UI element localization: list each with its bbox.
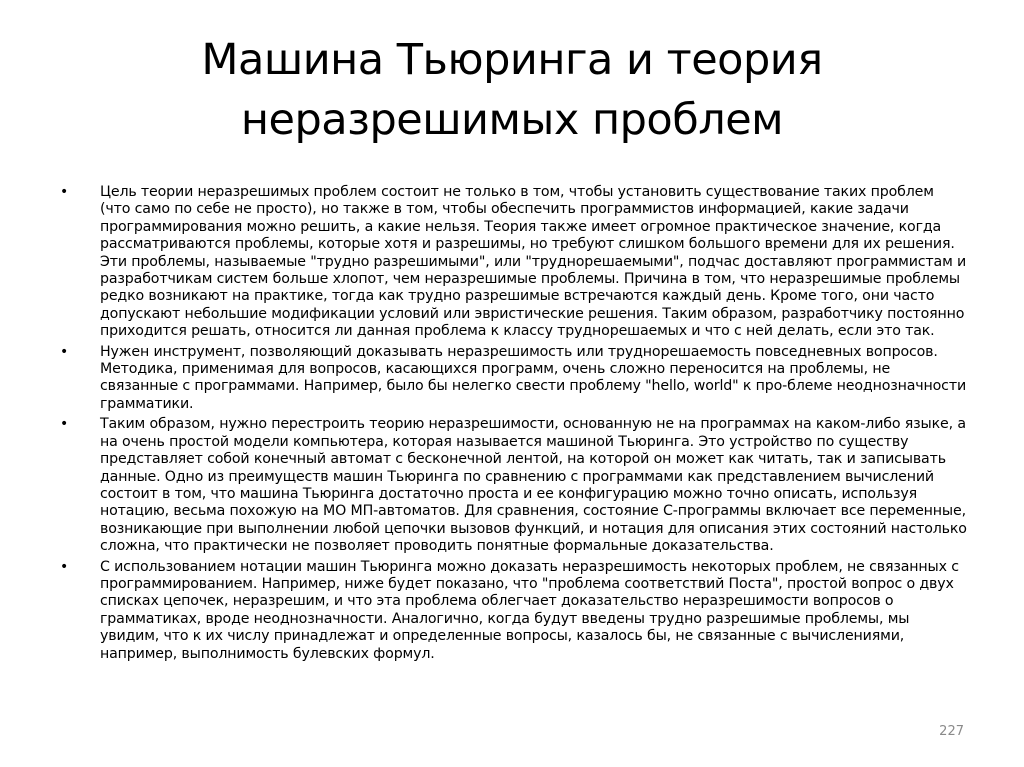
bullet-item-goal — [58, 184, 968, 341]
bullet-dot-icon: • — [60, 343, 69, 360]
page-number: 227 — [939, 724, 964, 739]
bullet-item-tool — [58, 344, 968, 414]
bullet-list — [58, 184, 968, 666]
bullet-dot-icon: • — [60, 558, 69, 575]
bullet-text: С использованием нотации машин Тьюринга можно доказать неразрешимость некоторых проблем, не связанных с программированием. Например, ниже будет показано, что "проблема соответствий Поста", простой вопрос о двух списках цепочек, неразрешим, и что эта проблема облегчает доказательство неразрешимости вопросов о грамматиках, вроде неоднозначности. Аналогично, когда будут введены трудно разрешимые проблемы, мы увидим, что к их числу принадлежат и определенные вопросы, казалось бы, не связанные с вычислениями, например, выполнимость булевских формул. — [100, 558, 959, 662]
bullet-text: Нужен инструмент, позволяющий доказывать неразрешимость или труднорешаемость повседневных вопросов. Методика, применимая для вопросов, касающихся программ, очень сложно переносится на проблемы, не связанные с программами. Например, было бы нелегко свести проблему "hello, world" к про-блеме неоднозначности грамматики. — [100, 343, 967, 412]
bullet-text: Цель теории неразрешимых проблем состоит не только в том, чтобы установить существование таких проблем (что само по себе не просто), но также в том, чтобы обеспечить программистов информацией, какие задачи программирования можно решить, а какие нельзя. Теория также имеет огромное практическое значение, когда рассматриваются проблемы, которые хотя и разрешимы, но требуют слишком большого времени для их решения. Эти проблемы, называемые "трудно разрешимыми", или "труднорешаемыми", подчас доставляют программистам и разработчикам систем больше хлопот, чем неразрешимые проблемы. Причина в том, что неразрешимые проблемы редко возникают на практике, тогда как трудно разрешимые встречаются каждый день. Кроме того, они часто допускают небольшие модификации условий или эвристические решения. Таким образом, разработчику постоянно приходится решать, относится ли данная проблема к классу труднорешаемых и что с ней делать, если это так. — [100, 184, 967, 340]
bullet-dot-icon: • — [60, 416, 69, 433]
bullet-item-turing-model — [58, 416, 968, 555]
bullet-text: Таким образом, нужно перестроить теорию неразрешимости, основанную не на программах на каком-либо языке, а на очень простой модели компьютера, которая называется машиной Тьюринга. Это устройство по существу представляет собой конечный автомат с бесконечной лентой, на которой он может как читать, так и записывать данные. Одно из преимуществ машин Тьюринга по сравнению с программами как представлением вычислений состоит в том, что машина Тьюринга достаточно проста и ее конфигурацию можно точно описать, используя нотацию, весьма похожую на МО МП-автоматов. Для сравнения, состояние С-программы включает все переменные, возникающие при выполнении любой цепочки вызовов функций, и нотация для описания этих состояний настолько сложна, что практически не позволяет проводить понятные формальные доказательства. — [100, 416, 967, 555]
bullet-item-notation — [58, 559, 968, 663]
bullet-dot-icon: • — [60, 184, 69, 200]
slide-title: Машина Тьюринга и теория неразрешимых проблем — [201, 35, 823, 145]
